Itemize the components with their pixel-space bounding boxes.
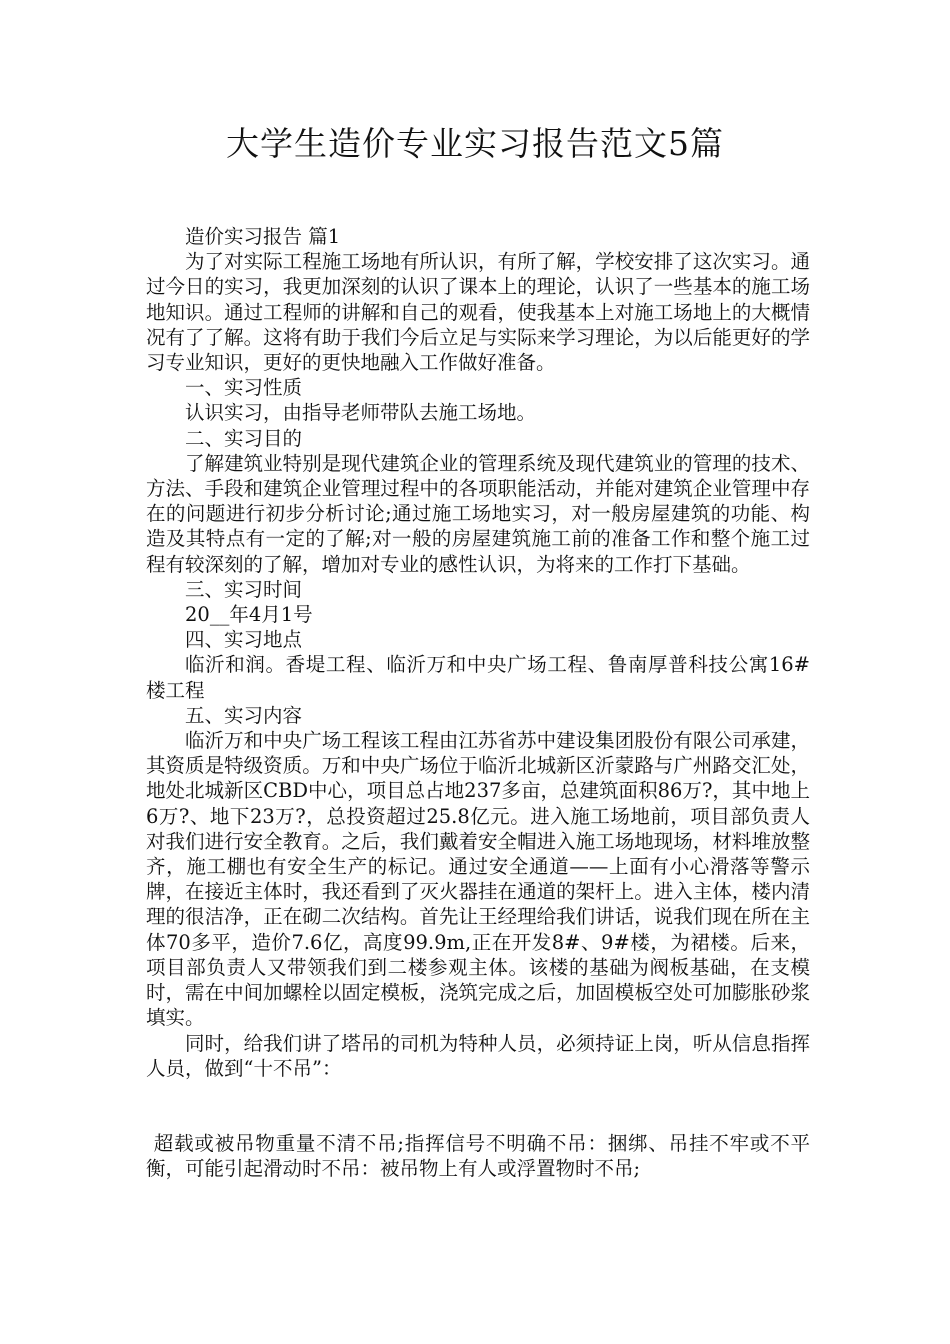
document-body <box>146 224 810 1181</box>
paragraph-location: 临沂和润。香堤工程、临沂万和中央广场工程、鲁南厚普科技公寓16#楼工程 <box>146 653 810 702</box>
heading-nature: 一、实习性质 <box>185 376 303 400</box>
heading-purpose: 二、实习目的 <box>185 426 303 450</box>
paragraph-ten-rules: 超载或被吊物重量不清不吊;指挥信号不明确不吊：捆绑、吊挂不牢或不平衡，可能引起滑动时不吊：被吊物上有人或浮置物时不吊; <box>146 1131 810 1181</box>
heading-location: 四、实习地点 <box>185 628 303 652</box>
section-heading: 造价实习报告 篇1 <box>185 225 341 248</box>
document-title: 大学生造价专业实习报告范文5篇 <box>226 124 724 163</box>
paragraph-purpose: 了解建筑业特别是现代建筑企业的管理系统及现代建筑业的管理的技术、方法、手段和建筑企业管理过程中的各项职能活动，并能对建筑企业管理中存在的问题进行初步分析讨论;通过施工场地实习，对一般房屋建筑的功能、构造及其特点有一定的了解;对一般的房屋建筑施工前的准备工作和整个施工过程有较深刻的了解，增加对专业的感性认识，为将来的工作打下基础。 <box>146 451 810 576</box>
heading-content: 五、实习内容 <box>185 703 303 727</box>
paragraph-nature: 认识实习，由指导老师带队去施工场地。 <box>185 401 537 425</box>
paragraph-content: 临沂万和中央广场工程该工程由江苏省苏中建设集团股份有限公司承建，其资质是特级资质。万和中央广场位于临沂北城新区沂蒙路与广州路交汇处，地处北城新区CBD中心，项目总占地237多亩，总建筑面积86万?，其中地上6万?、地下23万?，总投资超过25.8亿元。进入施工场地前，项目部负责人对我们进行安全教育。之后，我们戴着安全帽进入施工场地现场，材料堆放整齐，施工棚也有安全生产的标记。通过安全通道——上面有小心滑落等警示牌，在接近主体时，我还看到了灭火器挂在通道的架杆上。进入主体，楼内清理的很洁净，正在砌二次结构。首先让王经理给我们讲话，说我们现在所在主体70多平，造价7.6亿，高度99.9m,正在开发8#、9#楼，为裙楼。后来，项目部负责人又带领我们到二楼参观主体。该楼的基础为阀板基础，在支模时，需在中间加螺栓以固定模板，浇筑完成之后，加固模板空处可加膨胀砂浆填实。 <box>146 729 810 1030</box>
paragraph-intro: 为了对实际工程施工场地有所认识，有所了解，学校安排了这次实习。通过今日的实习，我更加深刻的认识了课本上的理论，认识了一些基本的施工场地知识。通过工程师的讲解和自己的观看，使我基本上对施工场地上的大概情况有了了解。这将有助于我们今后立足与实际来学习理论，为以后能更好的学习专业知识，更好的更快地融入工作做好准备。 <box>146 250 810 375</box>
paragraph-spacer <box>146 1081 810 1131</box>
heading-time: 三、实习时间 <box>185 577 303 601</box>
paragraph-time: 20__年4月1号 <box>185 603 313 627</box>
paragraph-tower-crane: 同时，给我们讲了塔吊的司机为特种人员，必须持证上岗，听从信息指挥人员，做到“十不吊”： <box>146 1031 810 1080</box>
